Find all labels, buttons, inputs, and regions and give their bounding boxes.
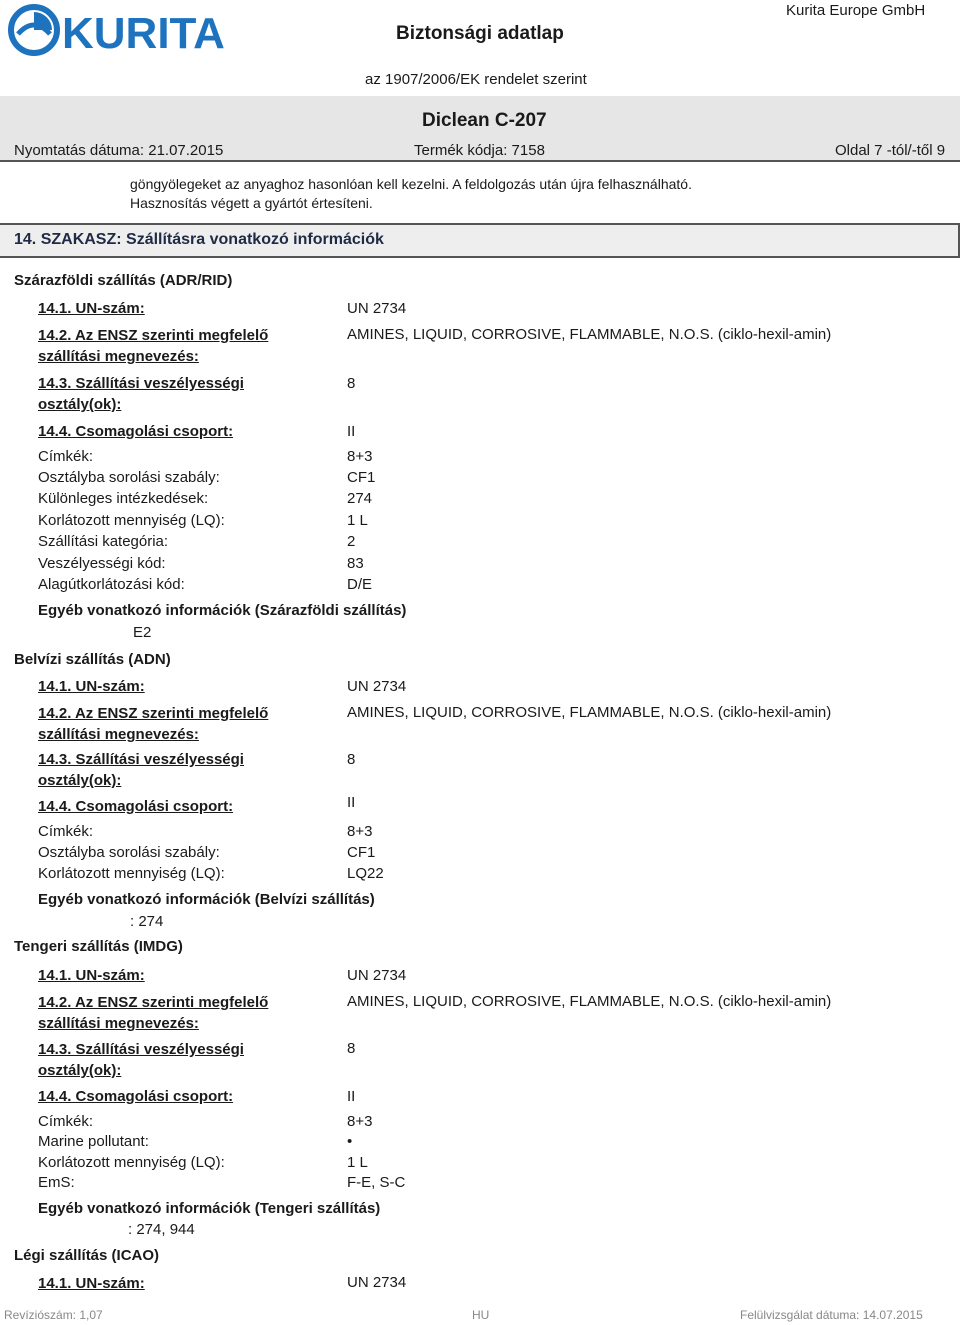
document-title: Biztonsági adatlap	[396, 23, 564, 44]
adn-name-label-1: 14.2. Az ENSZ szerinti megfelelő	[38, 705, 269, 722]
adr-row-label: Különleges intézkedések:	[38, 490, 209, 507]
print-date: Nyomtatás dátuma: 21.07.2015	[14, 142, 224, 159]
adn-row-value: CF1	[347, 844, 376, 861]
imdg-name-label-2: szállítási megnevezés:	[38, 1015, 199, 1032]
icao-un-label: 14.1. UN-szám:	[38, 1275, 145, 1292]
adn-row-label: Korlátozott mennyiség (LQ):	[38, 865, 225, 882]
adr-row-value: 274	[347, 490, 373, 507]
adn-class-value: 8	[347, 751, 356, 768]
imdg-name-value: AMINES, LIQUID, CORROSIVE, FLAMMABLE, N.O.S. (ciklo-hexil-amin)	[347, 993, 832, 1010]
adr-other-value: E2	[133, 624, 152, 641]
adr-row-value: 2	[347, 533, 356, 550]
adn-row-label: Osztályba sorolási szabály:	[38, 844, 220, 861]
adr-class-label-2: osztály(ok):	[38, 396, 122, 413]
imdg-class-label-2: osztály(ok):	[38, 1062, 122, 1079]
intro-line-1: göngyölegeket az anyaghoz hasonlóan kell kezelni. A feldolgozás után újra felhasználható.	[130, 176, 692, 192]
adr-name-label-1: 14.2. Az ENSZ szerinti megfelelő	[38, 327, 269, 344]
imdg-row-label: EmS:	[38, 1174, 75, 1191]
adr-row-label: Címkék:	[38, 448, 94, 465]
company-name: Kurita Europe GmbH	[786, 2, 926, 19]
imdg-row-value: F-E, S-C	[347, 1174, 406, 1191]
imdg-row-label: Címkék:	[38, 1113, 94, 1130]
adr-row-value: CF1	[347, 469, 376, 486]
adn-row-value: 8+3	[347, 823, 373, 840]
imdg-other-heading: Egyéb vonatkozó információk (Tengeri szállítás)	[38, 1200, 381, 1217]
marine-pollutant-bullet: •	[347, 1133, 353, 1150]
adr-row-value: 8+3	[347, 448, 373, 465]
adr-class-value: 8	[347, 375, 356, 392]
adr-row-value: D/E	[347, 576, 373, 593]
section-14-title: 14. SZAKASZ: Szállításra vonatkozó információk	[14, 231, 384, 248]
imdg-un-label: 14.1. UN-szám:	[38, 967, 145, 984]
adr-name-label-2: szállítási megnevezés:	[38, 348, 199, 365]
adr-group-label: 14.4. Csomagolási csoport:	[38, 423, 234, 440]
adr-row-label: Osztályba sorolási szabály:	[38, 469, 220, 486]
adn-class-label-2: osztály(ok):	[38, 772, 122, 789]
imdg-row-value: 1 L	[347, 1154, 368, 1171]
imdg-un-value: UN 2734	[347, 967, 407, 984]
imdg-row-label: Korlátozott mennyiség (LQ):	[38, 1154, 225, 1171]
imdg-row-value: 8+3	[347, 1113, 373, 1130]
adn-group-value: II	[347, 794, 356, 811]
product-code: Termék kódja: 7158	[414, 142, 545, 159]
adn-row-label: Címkék:	[38, 823, 94, 840]
imdg-other-value: : 274, 944	[128, 1221, 195, 1238]
revision-number: Revíziószám: 1,07	[4, 1308, 103, 1322]
imdg-group-value: II	[347, 1088, 356, 1105]
imdg-class-label-1: 14.3. Szállítási veszélyességi	[38, 1041, 244, 1058]
imdg-row-label: Marine pollutant:	[38, 1133, 149, 1150]
kurita-logo	[8, 2, 228, 58]
imdg-heading: Tengeri szállítás (IMDG)	[14, 938, 183, 955]
adn-name-value: AMINES, LIQUID, CORROSIVE, FLAMMABLE, N.O.S. (ciklo-hexil-amin)	[347, 704, 832, 721]
adr-other-heading: Egyéb vonatkozó információk (Szárazföldi szállítás)	[38, 602, 407, 619]
adn-row-value: LQ22	[347, 865, 384, 882]
imdg-group-label: 14.4. Csomagolási csoport:	[38, 1088, 234, 1105]
adn-class-label-1: 14.3. Szállítási veszélyességi	[38, 751, 244, 768]
adr-heading: Szárazföldi szállítás (ADR/RID)	[14, 272, 233, 289]
adr-group-value: II	[347, 423, 356, 440]
adn-un-value: UN 2734	[347, 678, 407, 695]
intro-line-2: Hasznosítás végett a gyártót értesíteni.	[130, 195, 373, 211]
adr-row-label: Szállítási kategória:	[38, 533, 169, 550]
regulation-text: az 1907/2006/EK rendelet szerint	[365, 71, 587, 88]
adr-row-label: Korlátozott mennyiség (LQ):	[38, 512, 225, 529]
adr-class-label-1: 14.3. Szállítási veszélyességi	[38, 375, 244, 392]
adn-un-label: 14.1. UN-szám:	[38, 678, 145, 695]
adr-un-value: UN 2734	[347, 300, 407, 317]
adr-un-label: 14.1. UN-szám:	[38, 300, 145, 317]
adr-row-label: Alagútkorlátozási kód:	[38, 576, 185, 593]
imdg-class-value: 8	[347, 1040, 356, 1057]
language-code: HU	[472, 1308, 490, 1322]
page-number: Oldal 7 -tól/-től 9	[835, 142, 946, 159]
adn-other-heading: Egyéb vonatkozó információk (Belvízi szállítás)	[38, 891, 375, 908]
imdg-name-label-1: 14.2. Az ENSZ szerinti megfelelő	[38, 994, 269, 1011]
adr-name-value: AMINES, LIQUID, CORROSIVE, FLAMMABLE, N.O.S. (ciklo-hexil-amin)	[347, 326, 832, 343]
review-date: Felülvizsgálat dátuma: 14.07.2015	[740, 1308, 923, 1322]
adn-other-value: : 274	[130, 913, 164, 930]
adr-row-value: 1 L	[347, 512, 368, 529]
adn-heading: Belvízi szállítás (ADN)	[14, 651, 171, 668]
product-name: Diclean C-207	[422, 110, 547, 131]
adn-group-label: 14.4. Csomagolási csoport:	[38, 798, 234, 815]
header-divider	[0, 160, 960, 162]
adn-name-label-2: szállítási megnevezés:	[38, 726, 199, 743]
icao-heading: Légi szállítás (ICAO)	[14, 1247, 160, 1264]
icao-un-value: UN 2734	[347, 1274, 407, 1291]
adr-row-label: Veszélyességi kód:	[38, 555, 166, 572]
adr-row-value: 83	[347, 555, 364, 572]
logo-text: KURITA	[62, 9, 225, 58]
